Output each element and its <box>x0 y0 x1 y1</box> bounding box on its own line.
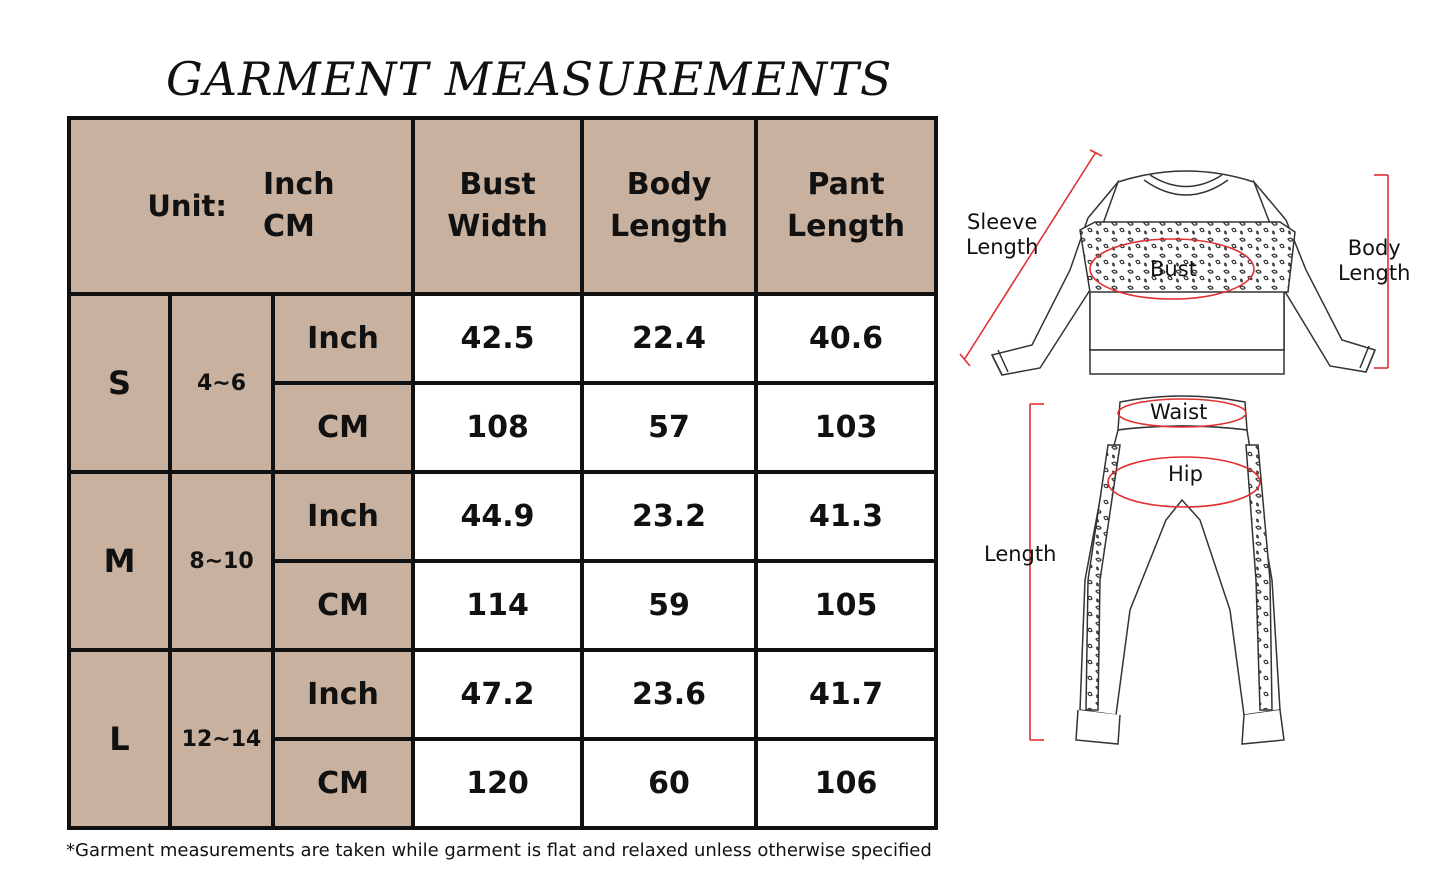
unit-cm: CM <box>262 209 315 244</box>
value-cell: 59 <box>582 561 756 650</box>
age-cell: 4~6 <box>170 294 273 472</box>
value-cell: 41.7 <box>756 650 936 739</box>
column-header-bust-width <box>413 118 582 294</box>
column-header-line: Length <box>610 209 729 244</box>
value-cell: 108 <box>413 383 582 472</box>
unit-label: Unit: <box>147 189 227 223</box>
column-header-line: Width <box>447 209 548 244</box>
unit-cell: CM <box>273 561 413 650</box>
table-row <box>69 294 936 383</box>
column-header-line: Pant <box>807 167 885 202</box>
value-cell: 47.2 <box>413 650 582 739</box>
value-cell: 40.6 <box>756 294 936 383</box>
size-cell: L <box>69 650 170 828</box>
column-header-line: Length <box>787 209 906 244</box>
value-cell: 44.9 <box>413 472 582 561</box>
unit-cell: Inch <box>273 650 413 739</box>
value-cell: 120 <box>413 739 582 828</box>
size-cell: M <box>69 472 170 650</box>
unit-cell: CM <box>273 739 413 828</box>
size-table <box>67 116 938 830</box>
unit-cell: Inch <box>273 472 413 561</box>
measurement-diagram <box>950 140 1445 760</box>
value-cell: 106 <box>756 739 936 828</box>
value-cell: 23.2 <box>582 472 756 561</box>
table-row <box>69 650 936 739</box>
bust-label: Bust <box>1150 257 1197 281</box>
sleeve-length-label: Sleeve Length <box>966 210 1039 259</box>
unit-cell: CM <box>273 383 413 472</box>
header-row <box>69 118 936 294</box>
value-cell: 41.3 <box>756 472 936 561</box>
age-cell: 8~10 <box>170 472 273 650</box>
pants-drawing <box>1076 396 1284 744</box>
age-cell: 12~14 <box>170 650 273 828</box>
unit-inch: Inch <box>262 167 335 202</box>
value-cell: 105 <box>756 561 936 650</box>
column-header-line: Body <box>626 167 712 202</box>
waist-label: Waist <box>1150 400 1208 424</box>
column-header-body-length <box>582 118 756 294</box>
value-cell: 60 <box>582 739 756 828</box>
size-cell: S <box>69 294 170 472</box>
value-cell: 57 <box>582 383 756 472</box>
value-cell: 23.6 <box>582 650 756 739</box>
value-cell: 103 <box>756 383 936 472</box>
table-row <box>69 472 936 561</box>
length-label: Length <box>984 542 1057 566</box>
column-header-pant-length <box>756 118 936 294</box>
unit-header-cell <box>69 118 413 294</box>
column-header-line: Bust <box>459 167 536 202</box>
unit-cell: Inch <box>273 294 413 383</box>
body-length-label: Body Length <box>1338 236 1411 285</box>
value-cell: 22.4 <box>582 294 756 383</box>
hip-label: Hip <box>1168 462 1203 486</box>
value-cell: 114 <box>413 561 582 650</box>
value-cell: 42.5 <box>413 294 582 383</box>
page-title: GARMENT MEASUREMENTS <box>166 52 893 106</box>
footnote: *Garment measurements are taken while garment is flat and relaxed unless otherwise specified <box>66 840 932 861</box>
